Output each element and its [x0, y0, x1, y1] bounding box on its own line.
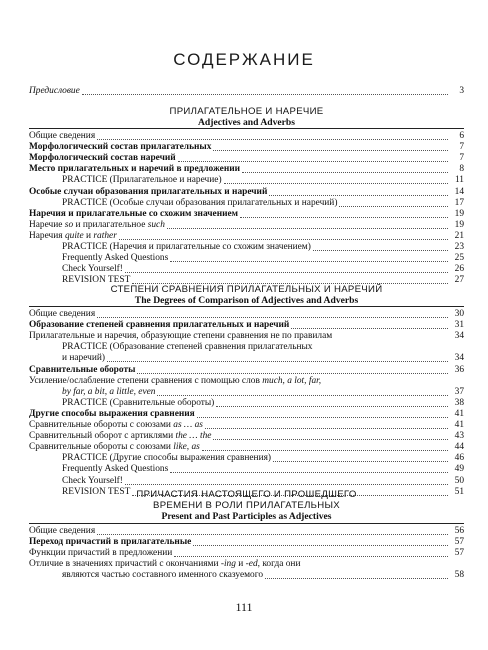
- dot-leader: [107, 354, 448, 362]
- toc-entry: [29, 220, 464, 231]
- dot-leader: [170, 465, 448, 473]
- toc-entry: [29, 353, 464, 364]
- toc-entry: [29, 570, 464, 581]
- toc-entry: [29, 242, 464, 253]
- section-1-heading: ПРИЛАГАТЕЛЬНОЕ И НАРЕЧИЕ Adjectives and Adverbs: [169, 106, 324, 128]
- toc-entry-page: 25: [454, 253, 464, 264]
- toc-entry-title: Прилагательные и наречия, образующие степени сравнения не по правилам: [29, 331, 333, 342]
- dot-leader: [170, 254, 448, 262]
- toc-entry: [29, 453, 464, 464]
- toc-entry: [29, 164, 464, 175]
- toc-entry: [29, 537, 464, 548]
- toc-entry-title: REVISION TEST: [62, 486, 131, 497]
- dot-leader: [178, 154, 448, 162]
- dot-leader: [291, 321, 448, 329]
- toc-entry-page: 23: [454, 242, 464, 253]
- dot-leader: [273, 454, 448, 462]
- section-2-entries: [29, 309, 464, 498]
- toc-entry: [29, 420, 464, 431]
- toc-entry-title: Сравнительные обороты с союзами like, as: [29, 442, 200, 453]
- section-1-rule: [29, 128, 464, 129]
- toc-entry-page: 41: [454, 408, 464, 419]
- toc-entry-title: Функции причастий в предложении: [29, 548, 173, 559]
- dot-leader: [193, 538, 448, 546]
- dot-leader: [224, 176, 448, 184]
- toc-entry: [29, 526, 464, 537]
- dot-leader: [97, 310, 448, 318]
- dot-leader: [125, 477, 448, 485]
- toc-entry: [29, 409, 464, 420]
- toc-entry-title: PRACTICE (Другие способы выражения сравнения): [62, 453, 272, 464]
- toc-entry-page: 21: [454, 230, 464, 241]
- toc-entry: [29, 320, 464, 331]
- toc-entry-page: 58: [454, 570, 464, 581]
- dot-leader: [125, 265, 448, 273]
- section-3-heading: ПРИЧАСТИЯ НАСТОЯЩЕГО И ПРОШЕДШЕГО ВРЕМЕНИ В РОЛИ ПРИЛАГАТЕЛЬНЫХ Present and Past Participles as Adjectives: [136, 489, 357, 522]
- toc-entry-title: PRACTICE (Наречия и прилагательные со схожим значением): [62, 242, 311, 253]
- toc-entry-page: 38: [454, 397, 464, 408]
- dot-leader: [97, 527, 448, 535]
- dot-leader: [339, 199, 448, 207]
- toc-entry-page: 46: [454, 453, 464, 464]
- preface-entry: [29, 86, 464, 98]
- dot-leader: [202, 443, 448, 451]
- toc-entry-page: 34: [454, 353, 464, 364]
- toc-entry-title: Место прилагательных и наречий в предложении: [29, 164, 241, 175]
- toc-entry-title: Общие сведения: [29, 309, 96, 320]
- toc-entry-title: Переход причастий в прилагательные: [29, 537, 192, 548]
- toc-entry-page: 17: [454, 197, 464, 208]
- toc-entry: [29, 559, 464, 570]
- toc-entry-title: Сравнительные обороты: [29, 364, 136, 375]
- dot-leader: [265, 571, 448, 579]
- toc-entry-title: Другие способы выражения сравнения: [29, 408, 195, 419]
- toc-entry-page: 26: [454, 264, 464, 275]
- dot-leader: [242, 165, 448, 173]
- preface-page: 3: [459, 86, 464, 97]
- toc-entry-title: Общие сведения: [29, 131, 96, 142]
- dot-leader: [167, 221, 448, 229]
- toc-entry-title: Сравнительный оборот с артиклями the … the: [29, 431, 212, 442]
- toc-entry: [29, 548, 464, 559]
- toc-entry-page: 27: [454, 275, 464, 286]
- toc-entry: [29, 264, 464, 275]
- toc-entry-title: PRACTICE (Образование степеней сравнения прилагательных: [62, 342, 313, 353]
- toc-entry: [29, 475, 464, 486]
- toc-entry-page: 44: [454, 442, 464, 453]
- toc-entry-page: 7: [459, 142, 464, 153]
- toc-entry-page: 43: [454, 431, 464, 442]
- dot-leader: [240, 210, 448, 218]
- toc-entry: [29, 209, 464, 220]
- toc-entry: [29, 364, 464, 375]
- toc-entry-title: PRACTICE (Особые случаи образования прилагательных и наречий): [62, 197, 338, 208]
- dot-leader: [216, 399, 448, 407]
- toc-entry-page: 34: [454, 331, 464, 342]
- toc-entry: [29, 431, 464, 442]
- toc-entry: [29, 387, 464, 398]
- toc-entry-page: 11: [454, 175, 464, 186]
- section-3-rule: [29, 523, 464, 524]
- toc-entry-page: 7: [459, 153, 464, 164]
- toc-entry-page: 8: [459, 164, 464, 175]
- toc-entry-page: 56: [454, 526, 464, 537]
- dot-leader: [205, 421, 448, 429]
- toc-entry: [29, 131, 464, 142]
- toc-entry-title: Усиление/ослабление степени сравнения с помощью слов much, a lot, far,: [29, 375, 322, 386]
- toc-entry-page: 51: [454, 486, 464, 497]
- section-3-entries: [29, 526, 464, 581]
- toc-entry-page: 41: [454, 420, 464, 431]
- toc-entry-title: Сравнительные обороты с союзами as … as: [29, 420, 203, 431]
- toc-entry: [29, 342, 464, 353]
- toc-entry-page: 19: [454, 208, 464, 219]
- toc-entry-title: Общие сведения: [29, 526, 96, 537]
- toc-entry-title: Наречия и прилагательные со схожим значением: [29, 208, 239, 219]
- dot-leader: [269, 188, 448, 196]
- toc-entry: [29, 376, 464, 387]
- dot-leader: [197, 410, 448, 418]
- toc-entry-title: Наречия quite и rather: [29, 230, 117, 241]
- dot-leader: [157, 388, 448, 396]
- toc-entry-page: 19: [454, 219, 464, 230]
- toc-entry-title: являются частью составного именного сказуемого: [62, 570, 264, 581]
- toc-entry: [29, 175, 464, 186]
- toc-entry-page: 49: [454, 464, 464, 475]
- toc-entry: [29, 231, 464, 242]
- toc-entry-page: 30: [454, 309, 464, 320]
- toc-entry-title: и наречий): [62, 353, 106, 364]
- toc-entry: [29, 442, 464, 453]
- toc-entry-page: 37: [454, 386, 464, 397]
- toc-entry-page: 31: [454, 320, 464, 331]
- toc-entry: [29, 309, 464, 320]
- dot-leader: [97, 132, 448, 140]
- dot-leader: [213, 143, 448, 151]
- toc-entry-page: 50: [454, 475, 464, 486]
- section-1-entries: [29, 131, 464, 286]
- preface-label: Предисловие: [29, 86, 80, 97]
- toc-entry-page: 57: [454, 548, 464, 559]
- toc-entry-title: PRACTICE (Прилагательное и наречие): [62, 175, 222, 186]
- toc-entry-page: 36: [454, 364, 464, 375]
- toc-entry-title: Особые случаи образования прилагательных и наречий: [29, 186, 268, 197]
- toc-entry-title: Морфологический состав наречий: [29, 153, 176, 164]
- page-number: 111: [235, 600, 253, 614]
- toc-entry-title: Наречие so и прилагательное such: [29, 219, 165, 230]
- toc-entry-title: Check Yourself!: [62, 264, 123, 275]
- toc-entry-title: Check Yourself!: [62, 475, 123, 486]
- toc-entry-title: Frequently Asked Questions: [62, 464, 169, 475]
- dot-leader: [174, 549, 448, 557]
- dot-leader: [313, 243, 448, 251]
- toc-entry-title: Отличие в значениях причастий с окончаниями -ing и -ed, когда они: [29, 559, 301, 570]
- toc-entry-title: Образование степеней сравнения прилагательных и наречий: [29, 320, 290, 331]
- toc-entry-page: 6: [459, 131, 464, 142]
- toc-entry: [29, 153, 464, 164]
- toc-entry-title: Морфологический состав прилагательных: [29, 142, 212, 153]
- page-title: СОДЕРЖАНИЕ: [173, 50, 315, 69]
- toc-entry-title: Frequently Asked Questions: [62, 253, 169, 264]
- toc-entry-page: 14: [454, 186, 464, 197]
- section-2-heading: СТЕПЕНИ СРАВНЕНИЯ ПРИЛАГАТЕЛЬНЫХ И НАРЕЧИЙ The Degrees of Comparison of Adjectives and Adverbs: [110, 284, 383, 306]
- toc-entry: [29, 398, 464, 409]
- toc-entry-page: 57: [454, 537, 464, 548]
- toc-entry: [29, 253, 464, 264]
- dot-leader: [213, 432, 448, 440]
- dot-leader: [119, 232, 448, 240]
- toc-entry: [29, 142, 464, 153]
- section-2-rule: [29, 306, 464, 307]
- toc-entry: [29, 331, 464, 342]
- toc-entry-title: by far, a bit, a little, even: [62, 386, 156, 397]
- dot-leader: [137, 366, 448, 374]
- toc-entry: [29, 198, 464, 209]
- toc-entry: [29, 464, 464, 475]
- toc-entry: [29, 186, 464, 197]
- toc-entry-title: PRACTICE (Сравнительные обороты): [62, 397, 215, 408]
- toc-entry-title: REVISION TEST: [62, 275, 131, 286]
